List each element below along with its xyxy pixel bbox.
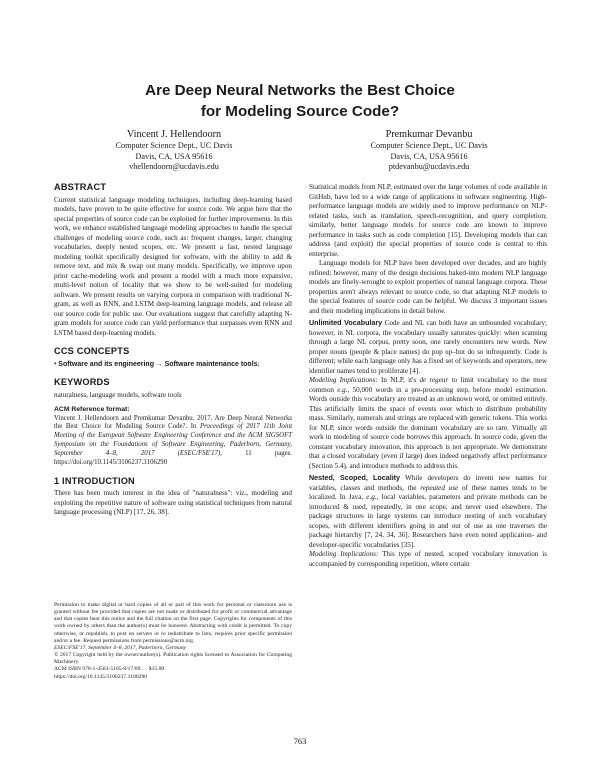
author-name: Vincent J. Hellendoorn: [126, 129, 222, 140]
reference-text: [54, 415, 292, 468]
ccs-concepts: [54, 360, 292, 370]
paragraph: Language models for NLP have been developed over decades, and are highly refined; however, many of the design decisions baked-into modern NLP language models are finely-wrought to exploit properties of natural language corpora. These properties aren't always relevant to source code, so that adapting NLP models to the special features of source code can be helpful. We discuss 3 important issues and their modeling implications in detail below.: [309, 259, 547, 315]
author-dept: Computer Science Dept., UC Davis: [370, 141, 488, 150]
text-fragment: This type of nested, scoped vocabulary innovation is accompanied by corresponding repetition, where certain: [309, 550, 547, 568]
ccs-heading: CCS CONCEPTS: [54, 346, 130, 356]
introduction-text: There has been much interest in the idea of "naturalness": viz., modeling and exploiting the repetitive nature of software using statistical techniques from natural language processing (NLP) [17, 26, 38].: [54, 489, 292, 517]
italic-fragment: repeated use: [420, 483, 459, 492]
paragraph-modeling-implications: [309, 376, 547, 471]
paper-title: [0, 80, 600, 122]
title-line-2: for Modeling Source Code?: [200, 103, 400, 120]
introduction-heading: 1 INTRODUCTION: [54, 475, 135, 486]
ccs-arrow: →: [155, 360, 163, 368]
author-2: [319, 128, 539, 173]
author-1: [64, 128, 284, 173]
reference-doi-link[interactable]: https://doi.org/10.1145/3106237.3106290: [54, 459, 168, 467]
author-dept: Computer Science Dept., UC Davis: [115, 141, 233, 150]
reference-pages: , 11 pages.: [220, 450, 292, 458]
text-fragment: local variables, parameters and private methods can be introduced & used, repeatedly, in one scope, and never used elsewhere. The package structures in large systems can introduce nesting of such vocabulary scopes, with different identifiers going in and out of use as one traverses the package hierarchy [7, 24, 34, 36]. Researchers have even noted application- and developer-specific vocabularies [35].: [309, 493, 547, 549]
keywords-heading: KEYWORDS: [54, 377, 110, 387]
italic-fragment: de regeur: [419, 376, 449, 384]
paragraph: Statistical models from NLP, estimated over the large volumes of code available in GitHub, have led to a wide range of applications in software engineering. High-performance language models are widely used to improve performance on NLP-related tasks, such as translation, speech-recognition, and query completion; similarly, better language models for source code are known to improve performance in tasks such as code completion [15]. Developing models that can address (and exploit) the special properties of source code is central to this enterprise.: [309, 183, 547, 258]
doi-link[interactable]: https://doi.org/10.1145/3106237.3106290: [54, 673, 148, 680]
italic-fragment: e.g.,: [337, 385, 350, 394]
author-name: Premkumar Devanbu: [385, 129, 473, 140]
paragraph-unlimited-vocabulary: [309, 319, 547, 376]
permission-text: Permission to make digital or hard copies of all or part of this work for personal or classroom use is granted without fee provided that copies are not made or distributed for profit or commercial advantage and that copies bear this notice and the full citation on the first page. Copyrights for components of this work owned by others than the author(s) must be honored. Abstracting with credit is permitted. To copy otherwise, or republish, to post on servers or to redistribute to lists, requires prior specific permission and/or a fee. Request permissions from permissions@acm.org.: [54, 602, 292, 644]
reference-venue: Proceedings of 2017 11th Joint Meeting of the European Software Engineering Conference and the ACM SIGSOFT Symposium on the Foundations of Software Engineering, Paderborn, Germany, September 4–8, 2017 (ESEC/FSE'17): [54, 423, 292, 458]
ccs-term-2: Software maintenance tools: [164, 360, 258, 368]
text-fragment: 50,000 words in a pre-processing step, before model estimation. Words outside this vocabulary are treated as an unknown word, or omitted entirely. This artificially limits the space of events over which to distribute probability mass. Similarly, numerals and strings are replaced with generic tokens. This works for NLP, since words outside the dominant vocabulary are so rare. Virtually all work in modeling of source code borrows this approach. In source code, given the constant vocabulary innovation, this approach is not appropriate. We demonstrate that a closed vocabulary (even if large) does indeed negatively affect performance (Section 5.4), and introduce methods to address this.: [309, 385, 547, 470]
abstract-heading: ABSTRACT: [54, 182, 107, 192]
right-column: [309, 183, 547, 569]
paragraph-nested-scoped-locality: [309, 474, 547, 550]
reference-heading: ACM Reference format:: [54, 406, 130, 413]
text-fragment: to limit vocabulary to the most common: [309, 376, 548, 394]
keywords-text: naturalness, language models, software tools: [54, 390, 182, 399]
paragraph-modeling-implications-2: [309, 550, 547, 569]
author-location: Davis, CA, USA 95616: [390, 151, 468, 161]
text-fragment: In NLP, it's: [377, 376, 420, 384]
author-email: vhellendoorn@ucdavis.edu: [129, 162, 219, 172]
paragraph-text: Code and NL can both have an unbounded vocabulary; however, in NL corpora, the vocabulary usually saturates quickly: when scanning through a large NL corpus, pretty soon, one rarely encounters new words. New proper nouns (people & place names) do pop up–but do so infrequently. Code is different; while each language only has a fixed set of keywords and operators, new identifier names tend to proliferate [4].: [309, 319, 547, 375]
text-fragment: of these names tends to be localized. In Java,: [309, 483, 547, 501]
run-in-label: Modeling Implications:: [309, 376, 378, 384]
isbn-line: ACM ISBN 978-1-4503-5105-8/17/09. . . $15.00: [54, 666, 165, 673]
page-number: 763: [293, 736, 307, 746]
permission-footnote: [54, 602, 292, 681]
conference-line: ESEC/FSE'17, September 4–8, 2017, Paderborn, Germany: [54, 644, 187, 651]
text-fragment: While developers do invent new names for variables, classes and methods, the: [309, 474, 547, 492]
author-email: ptdevanbu@ucdavis.edu: [388, 162, 470, 172]
left-column: [54, 183, 292, 518]
ccs-end: ;: [257, 359, 260, 368]
copyright-line: © 2017 Copyright held by the owner/author(s). Publication rights licensed to Association for Computing Machinery.: [54, 652, 292, 666]
title-line-1: Are Deep Neural Networks the Best Choice: [145, 82, 455, 99]
ccs-bullet: •: [54, 359, 57, 368]
abstract-text: Current statistical language modeling techniques, including deep-learning based models, have proven to be quite effective for source code. We argue here that the special properties of source code can be exploited for further improvements. In this work, we enhance established language modeling approaches to handle the special challenges of modeling source code, such as: frequent changes, larger, changing vocabularies, deeply nested scopes, etc. We present a fast, nested language modeling toolkit specifically designed for software, with the ability to add & remove text, and mix & swap out many models. Specifically, we improve upon prior cache-modeling work and present a model with a much more expansive, multi-level notion of locality that we show to be well-suited for modeling software. We present results on varying corpora in comparison with traditional N-gram, as well as RNN, and LSTM deep-learning language models, and release all our source code for public use. Our evaluations suggest that carefully adapting N-gram models for source code can yield performance that surpasses even RNN and LSTM based deep-learning models.: [54, 195, 292, 337]
reference-authors: Vincent J. Hellendoorn and Premkumar Devanbu. 2017. Are Deep Neural Networks the Best Choice for Modeling Source Code?. In: [54, 414, 292, 431]
run-in-heading: Nested, Scoped, Locality: [309, 474, 401, 482]
italic-fragment: e.g.,: [366, 493, 379, 501]
run-in-label: Modeling Implications:: [309, 550, 379, 558]
ccs-term-1: Software and its engineering: [58, 360, 154, 368]
author-location: Davis, CA, USA 95616: [135, 151, 213, 161]
run-in-heading: Unlimited Vocabulary: [309, 319, 383, 327]
